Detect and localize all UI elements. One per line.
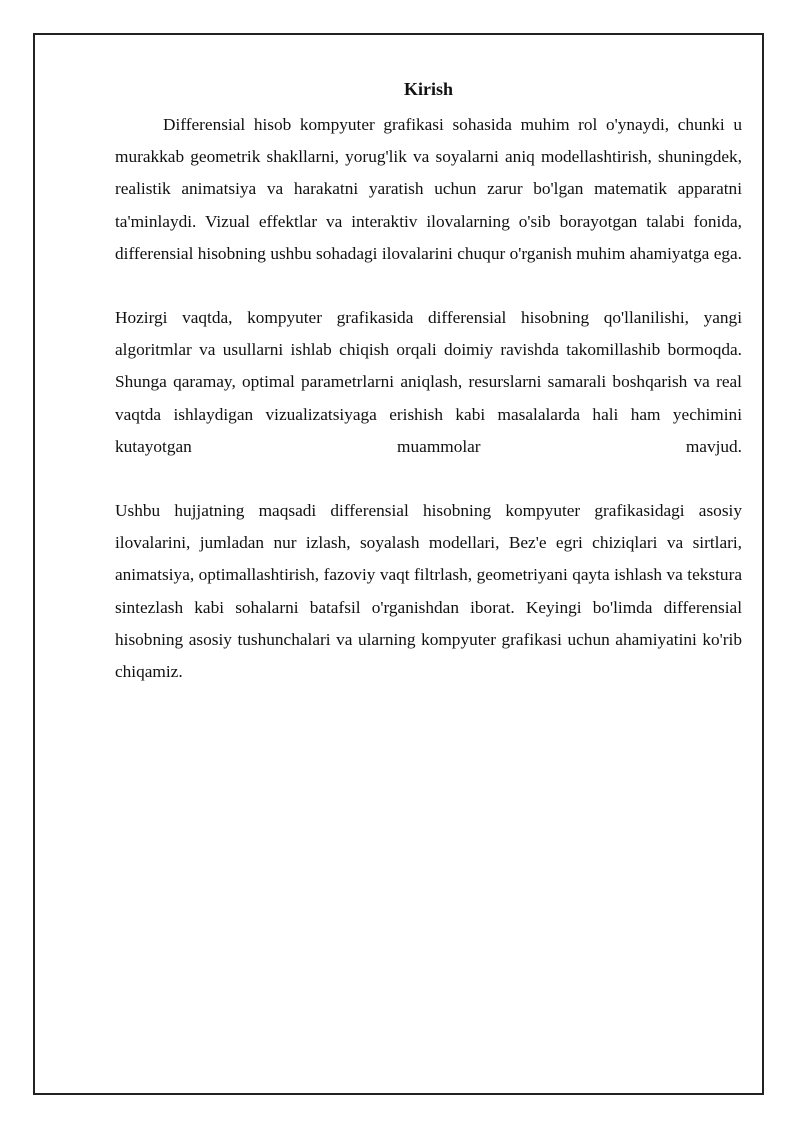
document-body <box>115 76 742 688</box>
section-title: Kirish <box>403 79 453 99</box>
paragraph-current-state: Hozirgi vaqtda, kompyuter grafikasida differensial hisobning qo'llanilishi, yangi algoritmlar va usullarni ishlab chiqish orqali doimiy ravishda takomillashib bormoqda. Shunga qaramay, optimal parametrlarni aniqlash, resurslarni samarali boshqarish va real vaqtda ishlaydigan vizualizatsiyaga erishish kabi masalalarda hali ham yechimini kutayotgan muammolar mavjud. <box>115 308 742 456</box>
paragraph-gap <box>115 463 742 495</box>
paragraph-purpose: Ushbu hujjatning maqsadi differensial hisobning kompyuter grafikasidagi asosiy ilovalarini, jumladan nur izlash, soyalash modellari, Bez'e egri chiziqlari va sirtlari, animatsiya, optimallashtirish, fazoviy vaqt filtrlash, geometriyani qayta ishlash va tekstura sintezlash kabi sohalarni batafsil o'rganishdan iborat. Keyingi bo'limda differensial hisobning asosiy tushunchalari va ularning kompyuter grafikasi uchun ahamiyatini ko'rib chiqamiz. <box>115 501 742 682</box>
paragraph-gap <box>115 270 742 302</box>
paragraph-intro: Differensial hisob kompyuter grafikasi sohasida muhim rol o'ynaydi, chunki u murakkab geometrik shakllarni, yorug'lik va soyalarni aniq modellashtirish, shuningdek, realistik animatsiya va harakatni yaratish uchun zarur bo'lgan matematik apparatni ta'minlaydi. Vizual effektlar va interaktiv ilovalarning o'sib borayotgan talabi fonida, differensial hisobning ushbu sohadagi ilovalarini chuqur o'rganish muhim ahamiyatga ega. <box>115 115 742 263</box>
